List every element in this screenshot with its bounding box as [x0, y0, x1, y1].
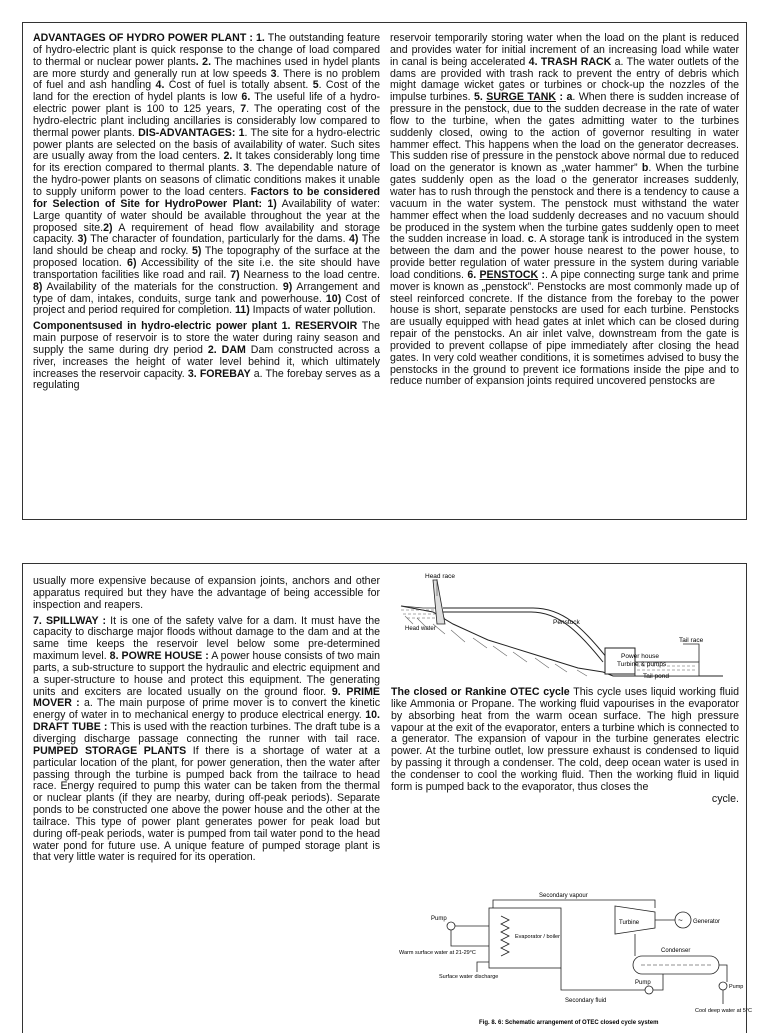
- dam-wall: [433, 580, 445, 624]
- otec-diagram: [393, 886, 752, 1026]
- text: 3. FOREBAY: [187, 367, 251, 380]
- text: a. The main purpose of prime mover is to convert the kinetic energy of water in to mechanical energy to produce electrical energy.: [33, 697, 380, 722]
- text: The main purpose of reservoir is to store the water during rainy season and supply the same during dry period: [33, 320, 380, 356]
- text: Dam constructed across a river, increases the height of water level behind it, which ultimately increases the reservoir capacity.: [33, 343, 381, 380]
- pump-right-icon: [719, 982, 727, 990]
- text: 3: [270, 67, 277, 80]
- text: The character of foundation, particularly for the dams.: [86, 233, 350, 246]
- label-pump-right: Pump: [729, 984, 744, 990]
- text: 11): [235, 304, 250, 317]
- label-pump-mid: Pump: [635, 980, 651, 986]
- text: Arrangement and type of dam, intakes, conduits, surge tank and powerhouse.: [33, 280, 380, 305]
- hydro-plant-diagram: [393, 572, 743, 684]
- text: 2): [103, 221, 113, 234]
- text: .: [195, 55, 199, 68]
- label-turbine: Turbine: [619, 920, 640, 926]
- pump-top-icon: [447, 922, 455, 930]
- text: 2. DAM: [207, 343, 246, 356]
- text: Accessibility of the site i.e. the site should have transportation facilities like road and rail.: [33, 257, 380, 281]
- text: 4. TRASH RACK: [528, 55, 612, 68]
- label-generator: Generator: [693, 919, 721, 925]
- text: a. The water outlets of the dams are provided with trash rack to prevent the entry of debris which might damage wicket gates or turbines or chock-up the nozzles of the impulse turbines.: [390, 55, 739, 104]
- label-power-house: Power house: [621, 653, 659, 660]
- text: Impacts of water pollution.: [249, 304, 376, 317]
- text: If there is a shortage of water at a particular location of the plant, for power generation, then the water after passing through the turbine is pumped back from the tailrace to head race. Energy required to pump this water can be taken from the thermal or nuclear plants (if they are nearby, during off-peak periods). Separate ponds to be constructed one above the power house and the other at the tailrace. This type of power plant generates power for peak load but during off-peak periods, water is pumped from tail water pond to the head water pond for future use. A unique feature of pumped storage plant is that very little water is required for its operation.: [33, 744, 380, 864]
- text: : a: [556, 91, 573, 104]
- text: . A storage tank is introduced in the system between the dam and the power house nearest to the power house, to provide better regulation of water pressure in the system during variable load conditions.: [390, 233, 739, 281]
- label-head-water: Head water: [405, 626, 436, 632]
- power-house-heading: 8. POWRE HOUSE :: [109, 650, 209, 663]
- text: 6.: [241, 91, 251, 104]
- text: 3): [77, 233, 87, 246]
- text: Nearness to the load centre.: [239, 268, 380, 281]
- otec-paragraph: [391, 687, 739, 794]
- text: cycle.: [711, 792, 739, 805]
- text: 5): [192, 245, 202, 258]
- text: . When the turbine gates suddenly open as the load o the generator increases suddenly, water has to rush through the penstock and there is a tendency to cause a vacuum in the water system. The penstock must withstand the water hammer effect when the load suddenly decreases and no vacuum should be produced in the system when the turbine gates suddenly open to meet the sudden increase in load.: [390, 162, 739, 246]
- text: It is one of the safety valve for a dam. It must have the capacity to discharge major floods without damage to the dam and at the same time keeps the reservoir level below some pre-determined maximum level.: [33, 614, 380, 663]
- text: This is used with the reaction turbines. The draft tube is a diverging discharge passage connecting the runner with tail race.: [33, 721, 380, 745]
- otec-heading: The closed or Rankine OTEC cycle: [391, 686, 570, 698]
- components-continued-paragraph: [390, 33, 739, 388]
- text: The outstanding feature of hydro-electric plant is quick response to the change of load compared to thermal or nuclear power plants: [33, 32, 380, 68]
- text: This cycle uses liquid working fluid like Ammonia or Propane. The working fluid vapourises in the evaporator by absorbing heat from the warm ocean surface. The high pressure vapour at the exit of the evaporator, enters a turbine which is connected to a generator. The expansion of vapour in the turbine generates electric power. At the turbine outlet, low pressure exhaust is condensed to liquid by passing it through a condenser. The cold, deep ocean water is used in the condenser to cool the working fluid. Then the working fluid in liquid form is pumped back to the evaporator, thus closes the: [391, 686, 740, 793]
- text: :: [538, 268, 545, 281]
- text: Cost of project and period required for completion.: [33, 292, 380, 317]
- text: A power house consists of two main parts, a sub-structure to support the hydraulic and electric equipment and a super-structure to house and protect this equipment. The generating units and exciters are located usually on the ground floor.: [33, 650, 380, 698]
- text: 3: [243, 162, 250, 175]
- vapour-line: [493, 900, 655, 908]
- text: . The dependable nature of the hydro-power plants on seasons of climatic conditions makes it unable to supply uniform power to the load centers.: [33, 162, 380, 198]
- text: Availability of water: Large quantity of water should be available throughout the year at the proposed site.: [33, 197, 380, 234]
- label-pump-top: Pump: [431, 916, 447, 922]
- label-secondary-fluid: Secondary fluid: [565, 998, 607, 1004]
- label-penstock: Penstock: [553, 619, 580, 626]
- text: The machines used in hydel plants are more sturdy and generally run at low speeds: [33, 55, 380, 80]
- text: 4): [349, 233, 359, 246]
- text: [391, 794, 739, 806]
- text: 5: [312, 79, 319, 92]
- text: Cost of fuel is totally absent.: [164, 79, 313, 92]
- label-surface-discharge: Surface water discharge: [439, 974, 499, 980]
- text: . Cost of the land for the erection of hydel plants is low: [33, 79, 380, 104]
- prime-mover-heading: 9. PRIME MOVER :: [33, 685, 380, 710]
- factors-heading: Factors to be considered for Selection of Site for HydroPower Plant: 1): [33, 185, 380, 210]
- penstock-continued-paragraph: usually more expensive because of expansion joints, anchors and other apparatus required but they have the advantage of being accessible for inspection and reapers.: [33, 575, 380, 611]
- text: 7): [230, 268, 240, 281]
- text: 7: [240, 103, 247, 116]
- spillway-paragraph: [33, 616, 380, 865]
- label-evaporator: Evaporator / boiler: [515, 934, 560, 940]
- surge-tank-heading: SURGE TANK: [486, 91, 557, 104]
- text: 9): [282, 280, 293, 293]
- components-paragraph: [33, 321, 380, 392]
- text: . The site for a hydro-electric power plants are selected on the basis of availability of water. Such sites are usually away from the load centers.: [33, 126, 381, 163]
- pump-mid-icon: [645, 986, 653, 994]
- label-tail-race: Tail race: [679, 637, 704, 644]
- draft-tube-heading: 10. DRAFT TUBE :: [33, 709, 380, 734]
- label-tail-pond: Tail pond: [643, 673, 670, 680]
- text: reservoir temporarily storing water when the load on the plant is reduced and provides water for initial increment of an increasing load while water in canal is being accelerated: [390, 32, 739, 68]
- text: The topography of the surface at the proposed location.: [33, 245, 381, 270]
- text: 5.: [474, 91, 483, 104]
- advantages-heading: ADVANTAGES OF HYDRO POWER PLANT : 1.: [33, 32, 265, 44]
- spillway-heading: 7. SPILLWAY :: [33, 614, 107, 627]
- text: The land should be cheap and rocky.: [33, 233, 380, 258]
- label-cool-water: Cool deep water at 5°C: [695, 1008, 752, 1014]
- text: 2.: [198, 55, 212, 68]
- text: 2.: [223, 150, 233, 163]
- page-panel-top: [22, 22, 747, 520]
- pumped-storage-heading: PUMPED STORAGE PLANTS: [33, 744, 187, 757]
- text: It takes considerably long time for its erection compared to thermal plants.: [33, 150, 380, 175]
- label-head-race: Head race: [425, 573, 455, 580]
- text: c: [527, 233, 534, 246]
- text: A requirement of head flow availability and storage capacity.: [33, 221, 380, 246]
- text-column-right: [390, 33, 739, 511]
- condenser-box: [633, 956, 719, 974]
- text: 6.: [467, 268, 477, 281]
- text: b: [641, 162, 649, 175]
- label-turbine-pumps: Turbine & pumps: [617, 661, 667, 668]
- text: a. The forebay serves as a regulating: [33, 367, 380, 392]
- advantages-paragraph: [33, 33, 380, 317]
- text: . The operating cost of the hydro-electric plant including ancillaries is considerably low compared to thermal power plants.: [33, 103, 380, 139]
- text: The useful life of a hydro-electric power plant is 100 to 125 years,: [33, 91, 380, 116]
- text-column-left-2: [33, 576, 380, 976]
- figure-caption: Fig. 8. 6: Schematic arrangement of OTEC closed cycle system: [479, 1020, 659, 1026]
- text: . When there is sudden increase of pressure in the penstock, due to the sudden decrease in the rate of water flow to the turbine, when the gates admitting water to the turbines suddenly closed, owing to the action of governor resulting in water hammer effect. This happens when the load on the generator decreases. This sudden rise of pressure in the penstock above normal due to reduced load on the generator is known as „water hammer”: [390, 91, 739, 175]
- label-warm-water: Warm surface water at 21-29°C: [399, 950, 476, 956]
- text: 6): [127, 257, 137, 270]
- label-condenser: Condenser: [661, 948, 691, 954]
- text: ~: [678, 916, 683, 925]
- page-panel-bottom: [22, 563, 752, 1033]
- text: Availability of the materials for the construction.: [42, 280, 283, 293]
- disadvantages-heading: DIS-ADVANTAGES: 1: [138, 126, 245, 139]
- text: . A pipe connecting surge tank and prime mover is known as „penstock”. Penstocks are most commonly made up of steel reinforced concrete. If the distance from the forebay to the power house is short, separate penstocks are used for each turbine. Penstocks are usually equipped with head gates at inlet which can be closed during repair of the penstocks. An air inlet valve, downstream from the gate is provided to prevent collapse of pipe immediately after closing the head gates. In very cold weather conditions, it is sometimes advised to busy the penstocks in the ground to prevent ice formations inside the pipe and to reduce number of expansion joints required uncovered penstocks are: [390, 268, 739, 388]
- text: 8): [33, 280, 43, 293]
- penstock-heading: PENSTOCK: [479, 268, 539, 281]
- components-heading: Componentsused in hydro-electric power plant 1. RESERVOIR: [33, 320, 358, 333]
- text: 4.: [155, 79, 165, 92]
- penstock-pipe: [443, 608, 607, 662]
- text: 10): [325, 292, 342, 305]
- text-column-left: [33, 33, 380, 511]
- tail-race: [683, 644, 699, 662]
- text: . There is no problem of fuel and ash handling: [33, 67, 381, 92]
- label-secondary-vapour: Secondary vapour: [539, 893, 588, 899]
- otec-text-column: [391, 687, 739, 887]
